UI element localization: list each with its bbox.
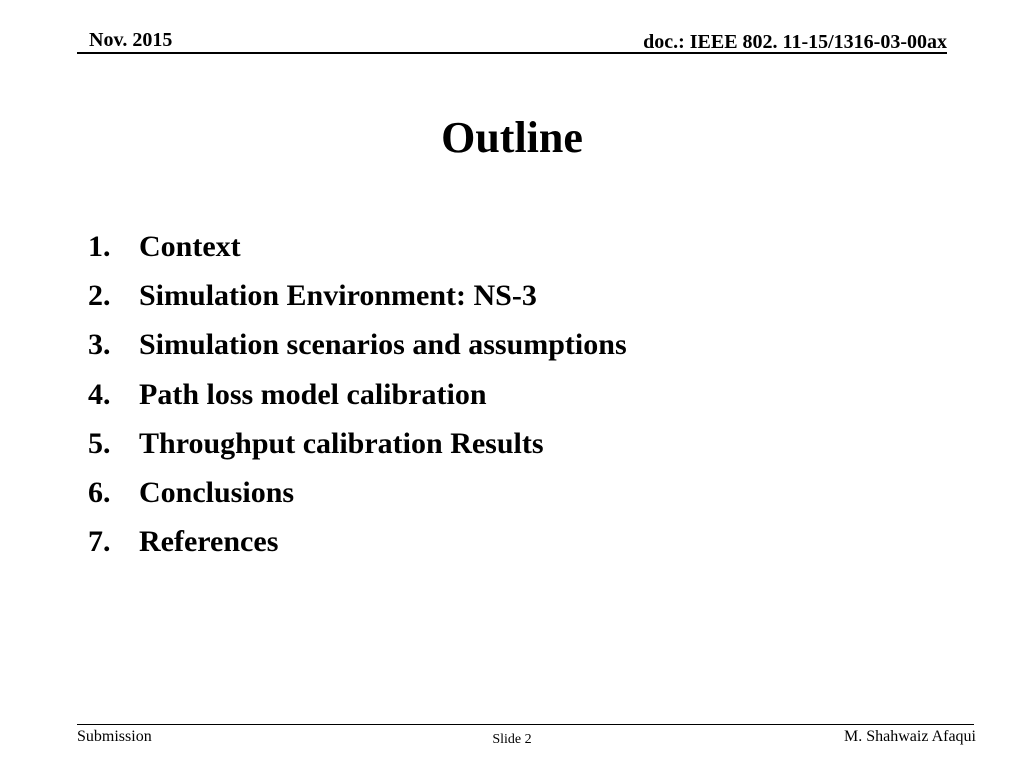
outline-item-number: 4. [88, 377, 111, 411]
outline-item [88, 278, 627, 313]
outline-item [88, 426, 627, 461]
outline-item [88, 377, 627, 412]
outline-item-number: 2. [88, 279, 111, 313]
outline-item-text: Conclusions [139, 475, 295, 509]
slide-title: Outline [441, 113, 583, 162]
outline-item-text: References [139, 525, 279, 559]
header-date: Nov. 2015 [89, 29, 173, 51]
outline-item-text: Path loss model calibration [139, 377, 487, 411]
outline-item-number: 5. [88, 426, 111, 460]
outline-item-text: Throughput calibration Results [139, 426, 544, 460]
outline-item-number: 6. [88, 475, 111, 509]
outline-item-text: Simulation Environment: NS-3 [139, 279, 537, 313]
outline-item-text: Simulation scenarios and assumptions [139, 328, 627, 362]
outline-list [88, 229, 627, 573]
header-doc-id: doc.: IEEE 802. 11-15/1316-03-00ax [643, 31, 947, 53]
header-divider [77, 52, 947, 54]
outline-item-number: 3. [88, 328, 111, 362]
outline-item [88, 475, 627, 510]
outline-item-number: 7. [88, 525, 111, 559]
outline-item-number: 1. [88, 230, 111, 263]
footer-divider [77, 724, 974, 725]
footer-slide-number: Slide 2 [492, 732, 532, 747]
outline-item [88, 524, 627, 559]
outline-item [88, 229, 627, 264]
outline-item-text: Context [139, 230, 241, 263]
footer-submission: Submission [77, 728, 152, 745]
outline-item [88, 327, 627, 362]
footer-author: M. Shahwaiz Afaqui [844, 728, 976, 745]
